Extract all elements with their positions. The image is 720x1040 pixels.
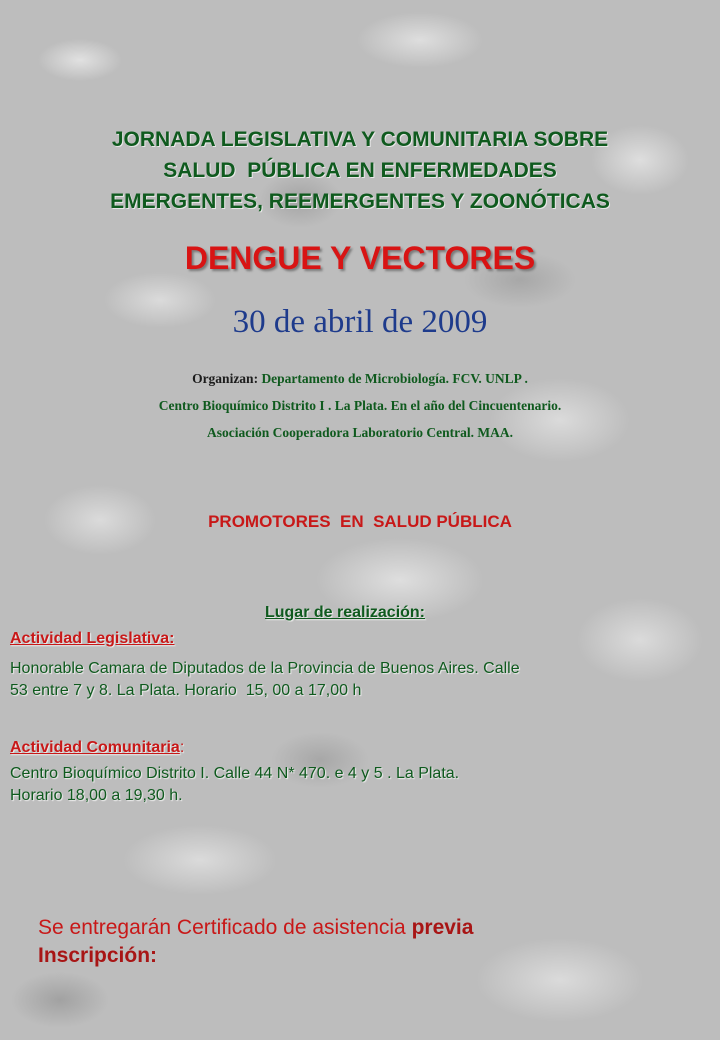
certificate-inscription: Inscripción: (38, 944, 158, 967)
event-title-line-3: EMERGENTES, REEMERGENTES Y ZOONÓTICAS (110, 190, 610, 213)
certificate-notice (38, 914, 698, 970)
organizer-3: Asociación Cooperadora Laboratorio Central. MAA. (207, 425, 513, 440)
community-activity-colon: : (179, 739, 185, 756)
event-title-line-1: JORNADA LEGISLATIVA Y COMUNITARIA SOBRE (111, 128, 609, 151)
event-subtitle: DENGUE Y VECTORES (184, 240, 536, 276)
organizers-label: Organizan: (192, 371, 259, 386)
legislative-activity-label: Actividad Legislativa: (10, 630, 175, 647)
organizer-1: Departamento de Microbiología. FCV. UNLP . (261, 371, 528, 386)
organizer-2: Centro Bioquímico Distrito I . La Plata. En el año del Cincuentenario. (158, 398, 562, 413)
legislative-line-2: 53 entre 7 y 8. La Plata. Horario 15, 00 a 17,00 h (10, 682, 362, 699)
legislative-activity-details (10, 658, 710, 702)
community-activity-label: Actividad Comunitaria (10, 739, 180, 756)
legislative-line-1: Honorable Camara de Diputados de la Provincia de Buenos Aires. Calle (10, 660, 520, 677)
organizers-block (0, 365, 720, 446)
community-line-2: Horario 18,00 a 19,30 h. (10, 787, 183, 804)
certificate-previa: previa (411, 916, 474, 939)
venue-title: Lugar de realización: (264, 604, 426, 621)
community-activity-details (10, 763, 710, 807)
certificate-text: Se entregarán Certificado de asistencia (38, 916, 412, 939)
promoters-heading: PROMOTORES EN SALUD PÚBLICA (208, 512, 512, 531)
organizers-line-1 (0, 365, 720, 392)
event-title (0, 124, 720, 217)
community-activity-heading (10, 737, 184, 759)
event-title-line-2: SALUD PÚBLICA EN ENFERMEDADES (163, 159, 557, 182)
community-line-1: Centro Bioquímico Distrito I. Calle 44 N* 470. e 4 y 5 . La Plata. (10, 765, 460, 782)
event-date: 30 de abril de 2009 (232, 304, 488, 340)
